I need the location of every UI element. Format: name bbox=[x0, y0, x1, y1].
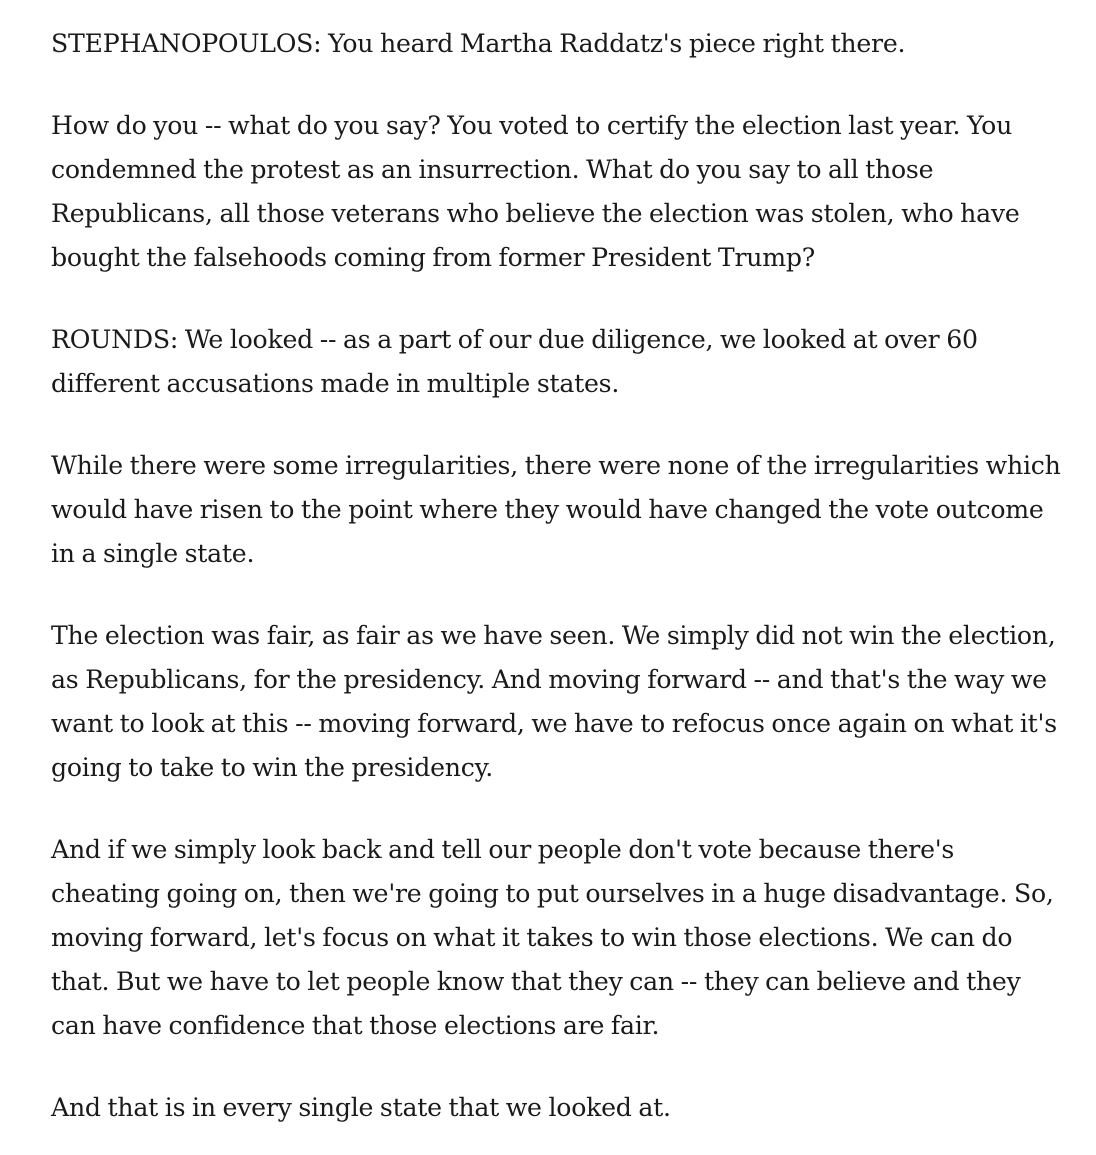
transcript-paragraph: How do you -- what do you say? You voted to certify the election last year. You condemned the protest as an insurrection. What do you say to all those Republicans, all those veterans who believe the election was stolen, who have bought the falsehoods coming from former President Trump? bbox=[51, 111, 1020, 272]
article-body bbox=[51, 22, 1061, 1130]
transcript-paragraph: STEPHANOPOULOS: You heard Martha Raddatz's piece right there. bbox=[51, 29, 906, 58]
transcript-paragraph: And if we simply look back and tell our people don't vote because there's cheating going on, then we're going to put ourselves in a huge disadvantage. So, moving forward, let's focus on what it takes to win those elections. We can do that. But we have to let people know that they can -- they can believe and they can have confidence that those elections are fair. bbox=[51, 835, 1054, 1040]
transcript-paragraph: While there were some irregularities, there were none of the irregularities which would have risen to the point where they would have changed the vote outcome in a single state. bbox=[51, 451, 1061, 568]
transcript-paragraph: And that is in every single state that we looked at. bbox=[51, 1093, 671, 1122]
transcript-paragraph: ROUNDS: We looked -- as a part of our due diligence, we looked at over 60 different accusations made in multiple states. bbox=[51, 325, 978, 398]
transcript-paragraph: The election was fair, as fair as we have seen. We simply did not win the election, as Republicans, for the presidency. And moving forward -- and that's the way we want to look at this -- moving forward, we have to refocus once again on what it's going to take to win the presidency. bbox=[51, 621, 1057, 782]
